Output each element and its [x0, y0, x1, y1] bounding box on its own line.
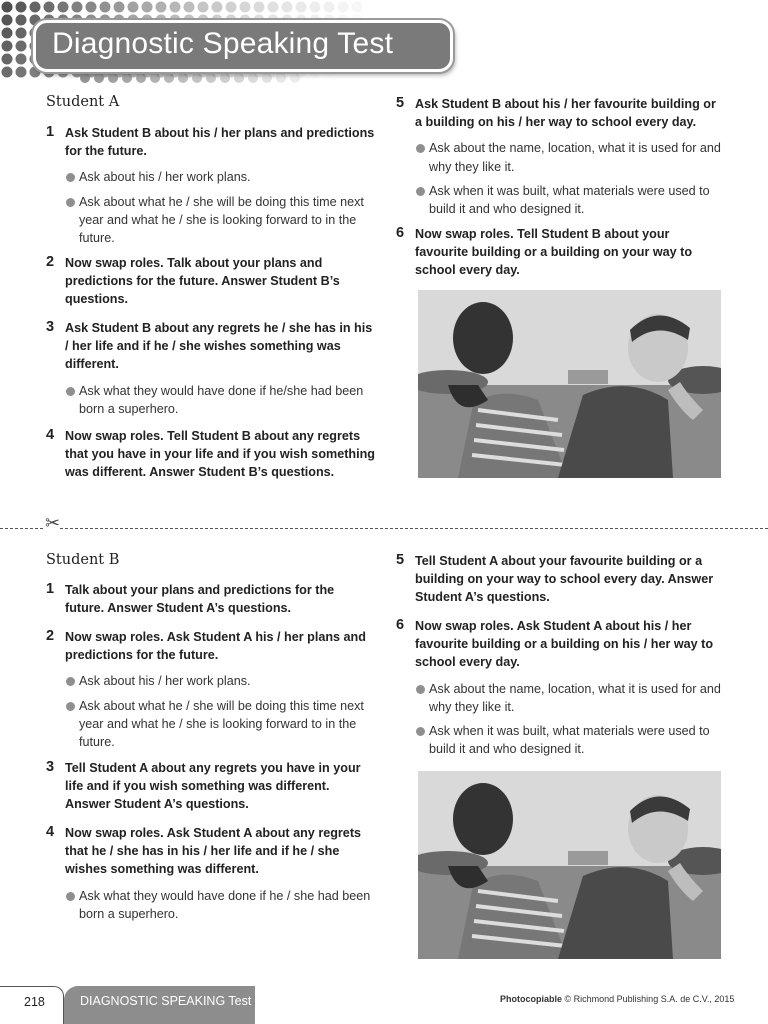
item-text: Ask Student B about any regrets he / she has in his / her life and if he / she wishes something was different. [65, 321, 373, 372]
list-item: Ask about what he / she will be doing this time next year and what he / she is looking forward to in the future. [79, 697, 376, 752]
photo-boys-thinking-a [418, 290, 721, 478]
bullet-icon [416, 727, 425, 736]
item-text: Now swap roles. Tell Student B about your favourite building or a building on your way to school every day. [415, 227, 693, 278]
student-b-item-5 [396, 552, 726, 607]
item-number: 2 [46, 628, 55, 644]
item-number: 3 [46, 759, 55, 775]
list-item: Ask what they would have done if he / she had been born a superhero. [79, 887, 376, 923]
list-item: Ask when it was built, what materials were used to build it and who designed it. [429, 722, 726, 758]
student-b-item-4 [46, 824, 376, 923]
student-a-item-3 [46, 319, 376, 418]
copyright-text: © Richmond Publishing S.A. de C.V., 2015 [562, 994, 735, 1004]
item-text: Now swap roles. Tell Student B about any regrets that you have in your life and if you wish something was different. Answer Student B’s questions. [65, 429, 375, 480]
item-text: Now swap roles. Talk about your plans and predictions for the future. Answer Student B’s questions. [65, 256, 340, 307]
bullet-icon [66, 387, 75, 396]
student-a-item-5 [396, 95, 726, 218]
bullet-icon [66, 892, 75, 901]
student-a-item-2 [46, 254, 376, 309]
scissors-icon: ✂ [45, 513, 61, 534]
student-a-item-6 [396, 225, 726, 280]
bullet-icon [416, 187, 425, 196]
item-number: 6 [396, 617, 405, 633]
item-number: 1 [46, 124, 55, 140]
photo-illustration [418, 771, 721, 959]
page-title: Diagnostic Speaking Test [52, 27, 394, 60]
copyright-notice [500, 994, 734, 1004]
item-text: Now swap roles. Ask Student A his / her plans and predictions for the future. [65, 630, 366, 663]
item-number: 1 [46, 581, 55, 597]
bullet-icon [66, 173, 75, 182]
student-a-item-1 [46, 124, 376, 247]
item-number: 3 [46, 319, 55, 335]
student-b-item-3 [46, 759, 376, 814]
item-number: 5 [396, 95, 405, 111]
photocopiable-label: Photocopiable [500, 994, 563, 1004]
page-number: 218 [24, 995, 45, 1009]
item-number: 2 [46, 254, 55, 270]
bullet-icon [66, 677, 75, 686]
item-text: Now swap roles. Ask Student A about his / her favourite building or a building on his / her way to school every day. [415, 619, 714, 670]
list-item: Ask about what he / she will be doing this time next year and what he / she is looking forward to in the future. [79, 193, 376, 248]
bullet-icon [416, 685, 425, 694]
bullet-icon [66, 702, 75, 711]
student-b-item-6 [396, 617, 726, 758]
item-text: Tell Student A about any regrets you have in your life and if you wish something was different. Answer Student A’s questions. [65, 761, 361, 812]
student-a-item-4 [46, 427, 376, 482]
photo-boys-thinking-b [418, 771, 721, 959]
bullet-icon [416, 144, 425, 153]
student-a-heading: Student A [46, 94, 120, 110]
item-number: 6 [396, 225, 405, 241]
list-item: Ask about the name, location, what it is used for and why they like it. [429, 139, 726, 175]
item-text: Tell Student A about your favourite building or a building on your way to school every day. Answer Student A’s questions. [415, 554, 714, 605]
list-item: Ask about the name, location, what it is used for and why they like it. [429, 680, 726, 716]
item-number: 4 [46, 824, 55, 840]
item-number: 4 [46, 427, 55, 443]
student-b-heading: Student B [46, 552, 120, 568]
item-text: Now swap roles. Ask Student A about any regrets that he / she has in his / her life and if he / she wishes something was different. [65, 826, 362, 877]
list-item: Ask what they would have done if he/she had been born a superhero. [79, 382, 376, 418]
footer-section-label: DIAGNOSTIC SPEAKING Test [80, 994, 252, 1008]
student-b-item-2 [46, 628, 376, 751]
item-text: Talk about your plans and predictions for the future. Answer Student A’s questions. [65, 583, 335, 616]
bullet-icon [66, 198, 75, 207]
list-item: Ask about his / her work plans. [79, 168, 376, 186]
item-number: 5 [396, 552, 405, 568]
list-item: Ask when it was built, what materials were used to build it and who designed it. [429, 182, 726, 218]
item-text: Ask Student B about his / her favourite building or a building on his / her way to school every day. [415, 97, 716, 130]
cut-line [0, 528, 768, 529]
photo-illustration [418, 290, 721, 478]
student-b-item-1 [46, 581, 376, 617]
list-item: Ask about his / her work plans. [79, 672, 376, 690]
item-text: Ask Student B about his / her plans and predictions for the future. [65, 126, 375, 159]
